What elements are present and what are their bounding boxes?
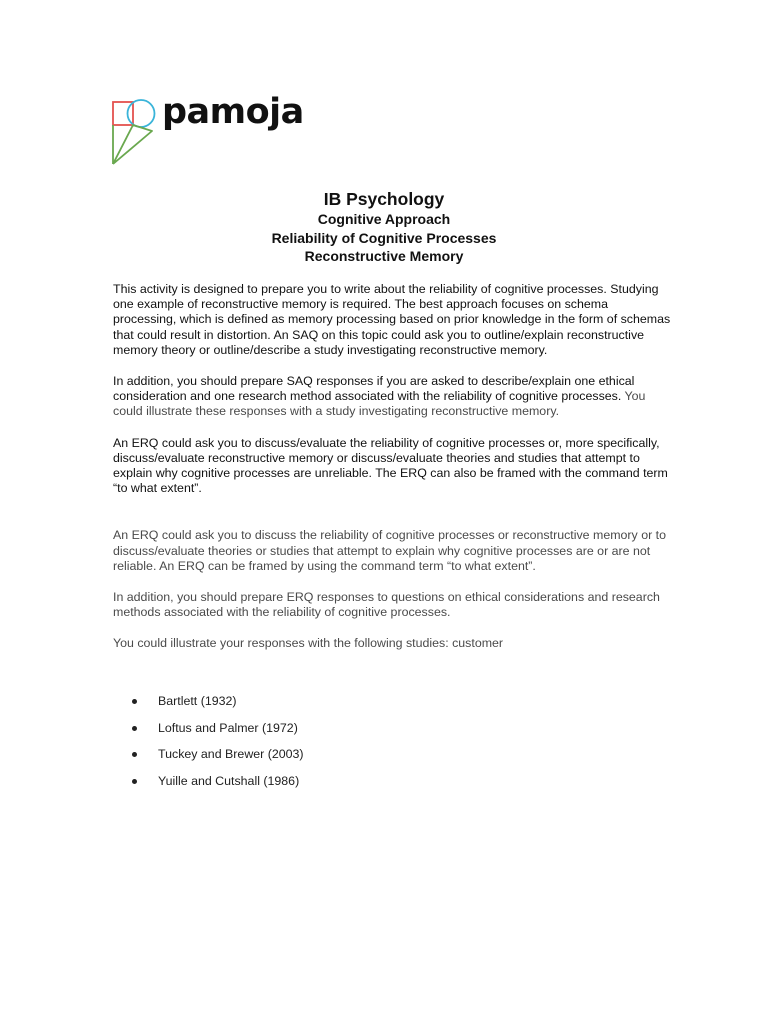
document-body (113, 282, 673, 652)
pamoja-logo-mark-icon (112, 98, 162, 166)
list-item (113, 747, 513, 762)
bullet-icon (132, 699, 137, 704)
studies-list (113, 694, 513, 800)
study-name: Loftus and Palmer (1972) (158, 720, 298, 735)
document-title: IB Psychology (323, 189, 445, 209)
paragraph-erq-1: An ERQ could ask you to discuss/evaluate the reliability of cognitive processes or, more specifically, discuss/evaluate reconstructive memory or discuss/evaluate theories and studies that attempt to explain why cognitive processes are unreliable. The ERQ can also be framed with the command term “to what extent”. (113, 435, 668, 496)
subtitle-approach: Cognitive Approach (317, 211, 451, 227)
subtitle-subtopic: Reconstructive Memory (304, 248, 464, 264)
bullet-icon (132, 726, 137, 731)
paragraph-intro: This activity is designed to prepare you to write about the reliability of cognitive processes. Studying one example of reconstructive memory is required. The best approach focuses on schema processing, which is defined as memory processing based on prior knowledge in the form of schemas that could result in distortion. An SAQ on this topic could ask you to outline/explain reconstructive memory theory or outline/describe a study investigating reconstructive memory. (113, 282, 671, 357)
bullet-icon (132, 752, 137, 757)
study-name: Bartlett (1932) (158, 694, 237, 708)
list-item (113, 694, 513, 709)
paragraph-erq-ethics: In addition, you should prepare ERQ responses to questions on ethical considerations and research methods associated with the reliability of cognitive processes. (113, 590, 660, 620)
paragraph-erq-2: An ERQ could ask you to discuss the reliability of cognitive processes or reconstructive memory or to discuss/evaluate theories or studies that attempt to explain why cognitive processes are or are not reliable. An ERQ can be framed by using the command term “to what extent”. (113, 528, 666, 573)
paragraph-saq-main: In addition, you should prepare SAQ responses if you are asked to describe/explain one ethical consideration and one research method associated with the reliability of cognitive processes. (113, 374, 635, 404)
study-name: Yuille and Cutshall (1986) (158, 773, 300, 788)
subtitle-topic: Reliability of Cognitive Processes (271, 229, 497, 246)
paragraph-saq-extra: You could illustrate these responses with a study investigating reconstructive memory. (113, 389, 646, 419)
list-item (113, 774, 513, 789)
paragraph-studies-intro: You could illustrate your responses with the following studies: customer (113, 636, 504, 651)
study-name: Tuckey and Brewer (2003) (158, 747, 304, 761)
bullet-icon (132, 779, 137, 784)
document-heading (0, 188, 768, 266)
logo-wordmark: pamoja (162, 92, 304, 132)
pamoja-logo (112, 92, 322, 166)
paragraph-saq (113, 374, 673, 420)
list-item (113, 721, 513, 736)
